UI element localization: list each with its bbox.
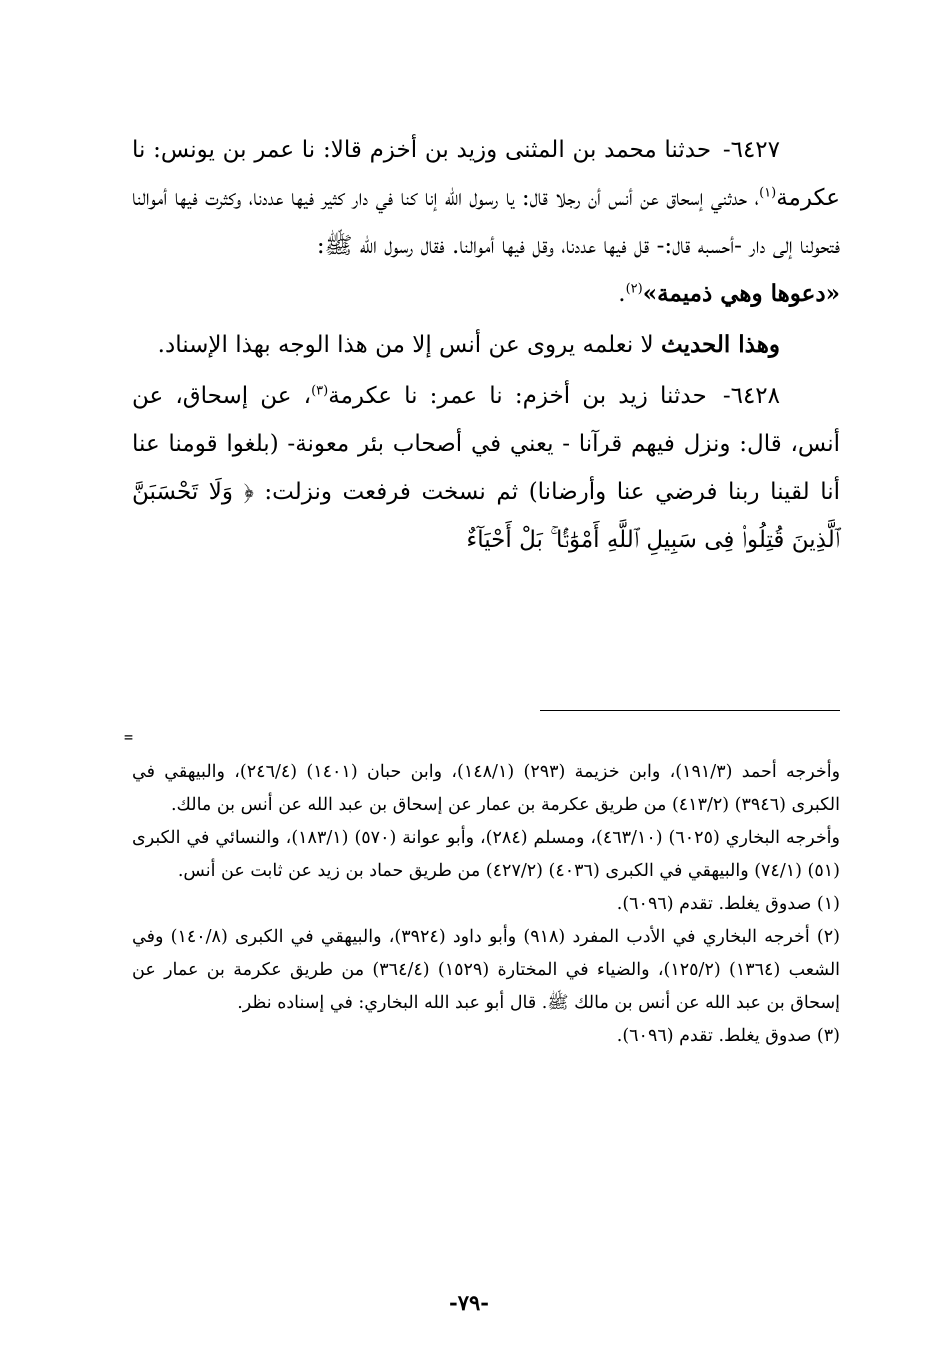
hadith-6427-text-a: حدثنا محمد بن المثنى وزيد بن أخزم قالا: نا عمر بن يونس: نا عكرمة bbox=[132, 137, 840, 211]
remark-text: لا نعلمه يروى عن أنس إلا من هذا الوجه بهذا الإسناد. bbox=[157, 332, 661, 358]
footnote-1: (١) صدوق يغلط. تقدم (٦٠٩٦). bbox=[616, 894, 840, 914]
footnote-3: (٣) صدوق يغلط. تقدم (٦٠٩٦). bbox=[616, 1026, 840, 1046]
hadith-6428 bbox=[132, 372, 840, 564]
footnote-continued-2: وأخرجه البخاري (٦٠٢٥) (٤٦٣/١٠)، ومسلم (٢٨٤)، وأبو عوانة (٥٧٠) (١٨٣/١)، والنسائي في الكبرى (٥١) (٧٤/١) والبيهقي في الكبرى (٤٠٣٦) (٤٢٧/٢) من طريق حماد بن زيد عن ثابت عن أنس. bbox=[132, 828, 840, 881]
hadith-6428-text-b: ، عن إسحاق، عن أنس، قال: ونزل فيهم قرآنا - يعني في أصحاب بئر معونة- (بلغوا قومنا عنا أنا لقينا ربنا فرضي عنا وأرضانا) ثم نسخت فرفعت ونزلت: bbox=[132, 383, 840, 505]
footnote-ref-3: (٣) bbox=[311, 383, 329, 399]
quran-verse: ﴿ وَلَا تَحْسَبَنَّ ٱلَّذِينَ قُتِلُوا۟ فِى سَبِيلِ ٱللَّهِ أَمْوَٰتًۢا ۚ بَلْ أَحْيَآءٌ bbox=[132, 479, 840, 553]
hadith-number-6428: ٦٤٢٨- bbox=[722, 383, 781, 409]
isnad-remark bbox=[132, 321, 840, 369]
footnote-ref-2: (٢) bbox=[625, 281, 643, 297]
main-text bbox=[132, 126, 840, 564]
footnote-separator bbox=[540, 710, 840, 711]
prophet-quote: «دعوها وهي ذميمة» bbox=[642, 280, 840, 307]
footnotes bbox=[132, 756, 840, 1053]
hadith-6427-text-b: ، حدثني إسحاق عن أنس أن رجلا قال: يا رسول الله إنا كنا في دار كثير فيها عددنا، وكثرت فيها أموالنا فتحولنا إلى دار -أحسبه قال:- قل فيها عددنا، وقل فيها أموالنا. فقال رسول الله ﷺ: bbox=[132, 185, 840, 259]
footnote-2: (٢) أخرجه البخاري في الأدب المفرد (٩١٨) وأبو داود (٣٩٢٤)، والبيهقي في الكبرى (١٤٠/٨) وفي الشعب (١٣٦٤) (١٢٥/٢)، والضياء في المختارة (١٥٢٩) (٣٦٤/٤) من طريق عكرمة بن عمار عن إسحاق بن عبد الله عن أنس بن مالك ﷺ. قال أبو عبد الله البخاري: في إسناده نظر. bbox=[132, 927, 841, 1013]
hadith-6428-text-a: حدثنا زيد بن أخزم: نا عمر: نا عكرمة bbox=[328, 383, 707, 409]
hadith-6427-end: . bbox=[618, 281, 626, 307]
footnote-ref-1: (١) bbox=[759, 185, 777, 201]
hadith-6427 bbox=[132, 126, 840, 318]
footnote-continuation-mark: = bbox=[124, 728, 134, 746]
remark-lead: وهذا الحديث bbox=[660, 331, 780, 358]
page-number: -٧٩- bbox=[449, 1290, 489, 1315]
footnote-continued-1: وأخرجه أحمد (١٩١/٣)، وابن خزيمة (٢٩٣) (١٤٨/١)، وابن حبان (١٤٠١) (٢٤٦/٤)، والبيهقي في الكبرى (٣٩٤٦) (٤١٣/٢) من طريق عكرمة بن عمار عن إسحاق بن عبد الله عن أنس بن مالك. bbox=[132, 762, 841, 815]
hadith-number-6427: ٦٤٢٧- bbox=[722, 137, 781, 163]
